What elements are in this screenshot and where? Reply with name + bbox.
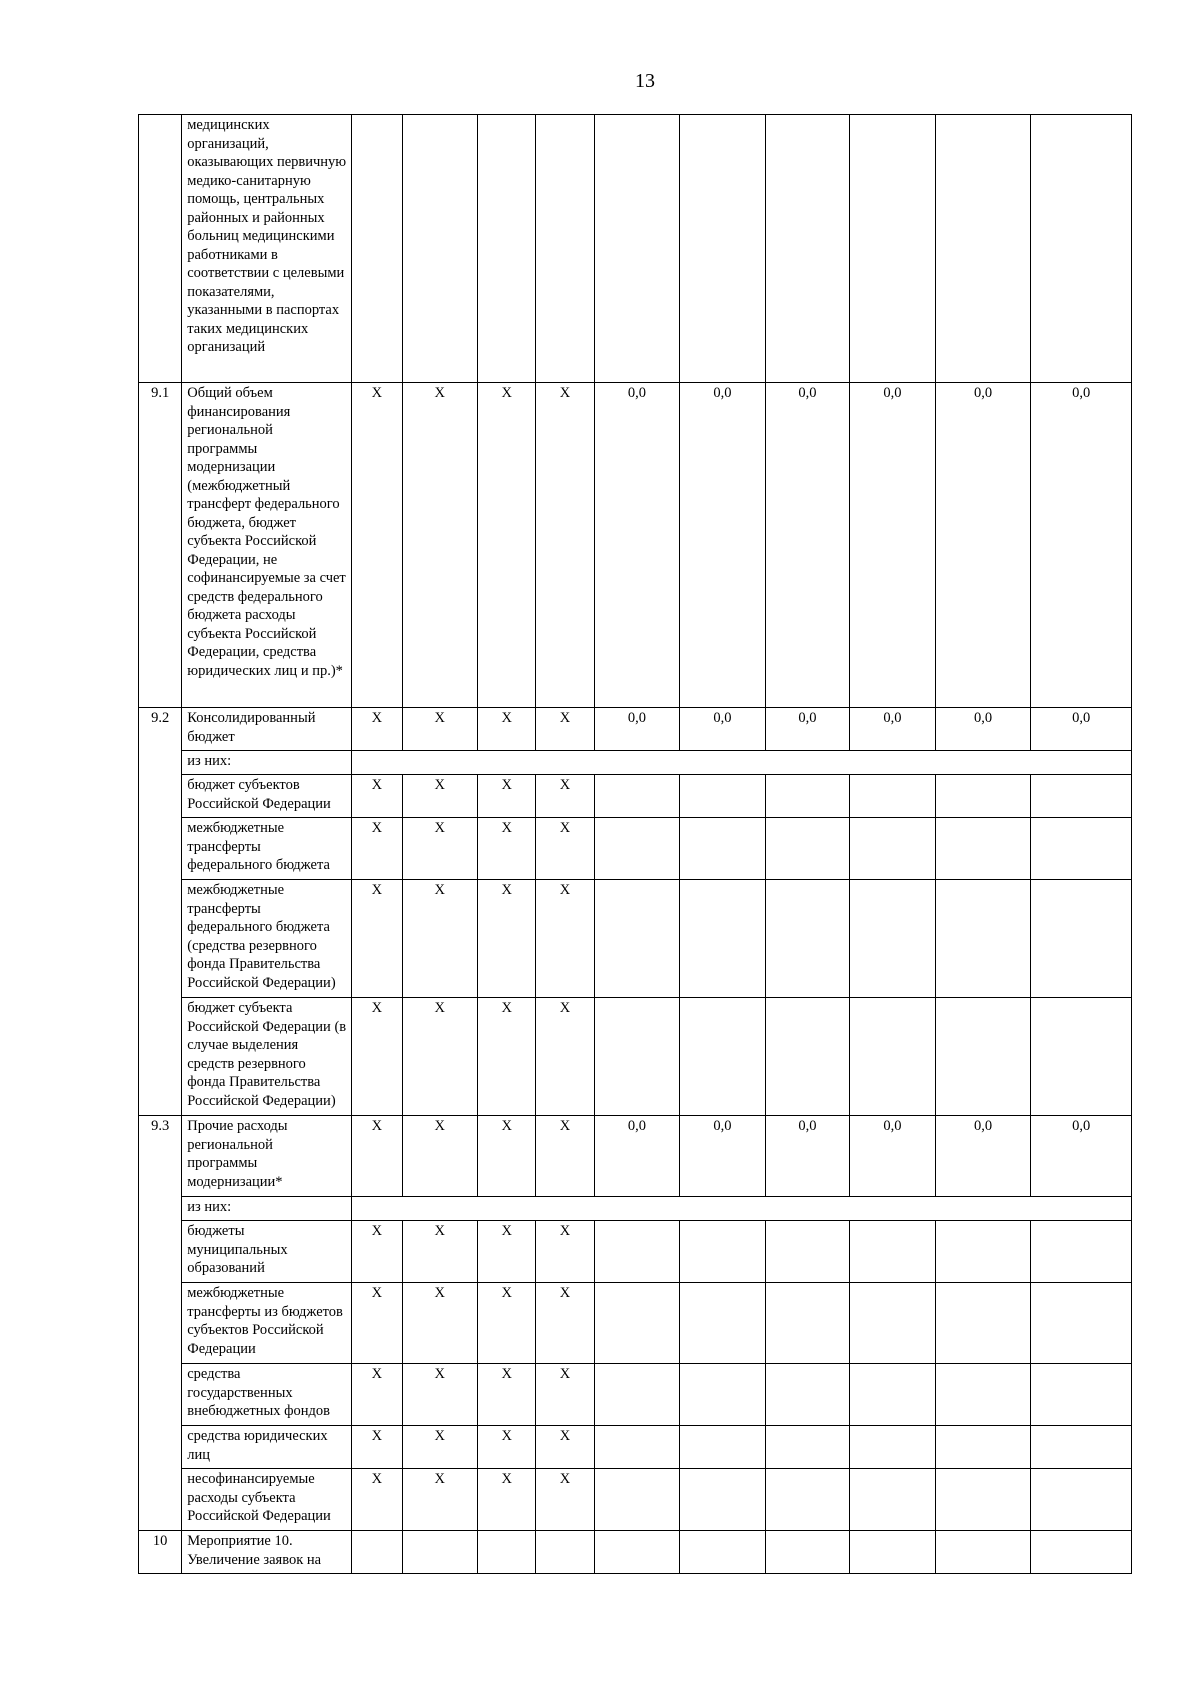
value-cell bbox=[850, 775, 936, 818]
value-cell bbox=[680, 115, 766, 383]
value-cell bbox=[680, 775, 766, 818]
mark-cell: Х bbox=[352, 1221, 402, 1283]
value-cell bbox=[765, 1531, 850, 1574]
table-row bbox=[139, 880, 1132, 998]
mark-cell: Х bbox=[402, 1116, 477, 1197]
row-number: 9.2 bbox=[139, 708, 182, 751]
mark-cell: Х bbox=[536, 1364, 594, 1426]
row-name: бюджет субъекта Российской Федерации (в случае выделения средств резервного фонда Правительства Российской Федерации) bbox=[182, 998, 352, 1116]
value-cell bbox=[765, 115, 850, 383]
mark-cell: Х bbox=[402, 1364, 477, 1426]
value-cell bbox=[765, 1426, 850, 1469]
value-cell bbox=[935, 1469, 1031, 1531]
mark-cell bbox=[352, 1531, 402, 1574]
mark-cell: Х bbox=[478, 880, 536, 998]
value-cell bbox=[765, 1283, 850, 1364]
mark-cell bbox=[402, 115, 477, 383]
value-cell bbox=[680, 1283, 766, 1364]
mark-cell bbox=[478, 1531, 536, 1574]
row-number bbox=[139, 1364, 182, 1426]
mark-cell: Х bbox=[402, 708, 477, 751]
value-cell bbox=[594, 1221, 680, 1283]
row-name: Консолидированный бюджет bbox=[182, 708, 352, 751]
table-row bbox=[139, 708, 1132, 751]
table-row bbox=[139, 775, 1132, 818]
mark-cell: Х bbox=[478, 383, 536, 708]
row-number bbox=[139, 1426, 182, 1469]
mark-cell: Х bbox=[478, 708, 536, 751]
value-cell: 0,0 bbox=[1031, 708, 1132, 751]
mark-cell: Х bbox=[402, 818, 477, 880]
row-number bbox=[139, 1221, 182, 1283]
value-cell bbox=[850, 818, 936, 880]
row-number: 10 bbox=[139, 1531, 182, 1574]
mark-cell: Х bbox=[352, 1116, 402, 1197]
row-name: медицинских организаций, оказывающих первичную медико-санитарную помощь, центральных районных и районных больниц медицинскими работниками в соответствии с целевыми показателями, указанными в паспортах таких медицинских организаций bbox=[182, 115, 352, 383]
value-cell: 0,0 bbox=[1031, 1116, 1132, 1197]
mark-cell bbox=[478, 115, 536, 383]
table-row bbox=[139, 383, 1132, 708]
value-cell: 0,0 bbox=[935, 708, 1031, 751]
table-row bbox=[139, 818, 1132, 880]
row-name: средства государственных внебюджетных фондов bbox=[182, 1364, 352, 1426]
value-cell bbox=[594, 115, 680, 383]
mark-cell: Х bbox=[352, 383, 402, 708]
value-cell bbox=[1031, 115, 1132, 383]
row-number bbox=[139, 1469, 182, 1531]
subheader-span-cell bbox=[352, 1197, 1132, 1221]
mark-cell: Х bbox=[478, 1283, 536, 1364]
value-cell: 0,0 bbox=[594, 1116, 680, 1197]
mark-cell: Х bbox=[478, 775, 536, 818]
value-cell bbox=[935, 1283, 1031, 1364]
value-cell bbox=[594, 1531, 680, 1574]
value-cell bbox=[850, 1221, 936, 1283]
row-number bbox=[139, 880, 182, 998]
mark-cell: Х bbox=[478, 818, 536, 880]
value-cell bbox=[850, 1531, 936, 1574]
value-cell: 0,0 bbox=[935, 1116, 1031, 1197]
mark-cell: Х bbox=[402, 998, 477, 1116]
value-cell bbox=[680, 998, 766, 1116]
subheader-span-cell bbox=[352, 751, 1132, 775]
value-cell: 0,0 bbox=[850, 708, 936, 751]
mark-cell: Х bbox=[402, 880, 477, 998]
row-name: Прочие расходы региональной программы модернизации* bbox=[182, 1116, 352, 1197]
mark-cell: Х bbox=[352, 708, 402, 751]
table-row bbox=[139, 1426, 1132, 1469]
value-cell bbox=[850, 880, 936, 998]
value-cell bbox=[594, 880, 680, 998]
mark-cell: Х bbox=[352, 1469, 402, 1531]
mark-cell: Х bbox=[478, 1426, 536, 1469]
row-name: бюджеты муниципальных образований bbox=[182, 1221, 352, 1283]
value-cell bbox=[935, 115, 1031, 383]
mark-cell: Х bbox=[536, 998, 594, 1116]
value-cell bbox=[765, 880, 850, 998]
value-cell bbox=[680, 818, 766, 880]
value-cell: 0,0 bbox=[765, 708, 850, 751]
value-cell bbox=[1031, 1283, 1132, 1364]
value-cell bbox=[850, 998, 936, 1116]
row-name: из них: bbox=[182, 1197, 352, 1221]
value-cell bbox=[594, 775, 680, 818]
row-number bbox=[139, 751, 182, 775]
row-number bbox=[139, 818, 182, 880]
mark-cell: Х bbox=[402, 1221, 477, 1283]
row-number bbox=[139, 775, 182, 818]
mark-cell: Х bbox=[536, 775, 594, 818]
value-cell bbox=[935, 1221, 1031, 1283]
value-cell bbox=[935, 880, 1031, 998]
mark-cell: Х bbox=[536, 818, 594, 880]
value-cell bbox=[850, 1283, 936, 1364]
value-cell bbox=[680, 1426, 766, 1469]
mark-cell: Х bbox=[402, 383, 477, 708]
value-cell bbox=[850, 115, 936, 383]
value-cell: 0,0 bbox=[594, 383, 680, 708]
mark-cell bbox=[536, 115, 594, 383]
value-cell bbox=[594, 1364, 680, 1426]
row-name: Мероприятие 10. Увеличение заявок на bbox=[182, 1531, 352, 1574]
value-cell bbox=[850, 1469, 936, 1531]
table-row bbox=[139, 998, 1132, 1116]
value-cell bbox=[1031, 1364, 1132, 1426]
row-number bbox=[139, 1283, 182, 1364]
value-cell bbox=[935, 998, 1031, 1116]
table-row bbox=[139, 1116, 1132, 1197]
table-row bbox=[139, 1221, 1132, 1283]
mark-cell: Х bbox=[536, 1469, 594, 1531]
value-cell: 0,0 bbox=[680, 383, 766, 708]
value-cell bbox=[1031, 1221, 1132, 1283]
value-cell bbox=[680, 1364, 766, 1426]
row-number: 9.3 bbox=[139, 1116, 182, 1197]
mark-cell: Х bbox=[402, 1469, 477, 1531]
value-cell bbox=[1031, 818, 1132, 880]
table-row bbox=[139, 1531, 1132, 1574]
table-row bbox=[139, 1197, 1132, 1221]
row-name: несофинансируемые расходы субъекта Российской Федерации bbox=[182, 1469, 352, 1531]
mark-cell: Х bbox=[402, 1426, 477, 1469]
value-cell: 0,0 bbox=[594, 708, 680, 751]
mark-cell: Х bbox=[352, 775, 402, 818]
value-cell: 0,0 bbox=[850, 1116, 936, 1197]
mark-cell: Х bbox=[478, 1116, 536, 1197]
value-cell bbox=[765, 998, 850, 1116]
row-number: 9.1 bbox=[139, 383, 182, 708]
mark-cell: Х bbox=[352, 998, 402, 1116]
value-cell: 0,0 bbox=[1031, 383, 1132, 708]
row-number bbox=[139, 1197, 182, 1221]
row-number bbox=[139, 998, 182, 1116]
value-cell bbox=[935, 775, 1031, 818]
value-cell: 0,0 bbox=[765, 383, 850, 708]
page-number: 13 bbox=[635, 70, 655, 92]
value-cell bbox=[1031, 880, 1132, 998]
row-name: межбюджетные трансферты из бюджетов субъектов Российской Федерации bbox=[182, 1283, 352, 1364]
table-row bbox=[139, 751, 1132, 775]
value-cell bbox=[935, 1531, 1031, 1574]
value-cell bbox=[1031, 1531, 1132, 1574]
value-cell bbox=[935, 1426, 1031, 1469]
mark-cell bbox=[536, 1531, 594, 1574]
value-cell bbox=[765, 1221, 850, 1283]
value-cell bbox=[850, 1364, 936, 1426]
mark-cell: Х bbox=[478, 998, 536, 1116]
table-row bbox=[139, 1283, 1132, 1364]
value-cell: 0,0 bbox=[765, 1116, 850, 1197]
value-cell: 0,0 bbox=[680, 708, 766, 751]
value-cell bbox=[594, 1426, 680, 1469]
table-row bbox=[139, 115, 1132, 383]
value-cell bbox=[594, 1469, 680, 1531]
value-cell: 0,0 bbox=[680, 1116, 766, 1197]
mark-cell bbox=[352, 115, 402, 383]
value-cell bbox=[680, 1531, 766, 1574]
value-cell bbox=[594, 818, 680, 880]
mark-cell: Х bbox=[352, 880, 402, 998]
value-cell bbox=[1031, 775, 1132, 818]
value-cell bbox=[765, 1364, 850, 1426]
table-row bbox=[139, 1364, 1132, 1426]
mark-cell: Х bbox=[536, 1426, 594, 1469]
row-name: из них: bbox=[182, 751, 352, 775]
value-cell bbox=[680, 1221, 766, 1283]
value-cell: 0,0 bbox=[935, 383, 1031, 708]
value-cell bbox=[935, 1364, 1031, 1426]
value-cell bbox=[680, 880, 766, 998]
value-cell bbox=[594, 998, 680, 1116]
mark-cell: Х bbox=[352, 818, 402, 880]
value-cell bbox=[765, 775, 850, 818]
value-cell bbox=[680, 1469, 766, 1531]
row-name: Общий объем финансирования региональной программы модернизации (межбюджетный трансферт федерального бюджета, бюджет субъекта Российской Федерации, не софинансируемые за счет средств федерального бюджета расходы субъекта Российской Федерации, средства юридических лиц и пр.)* bbox=[182, 383, 352, 708]
mark-cell: Х bbox=[402, 1283, 477, 1364]
row-name: бюджет субъектов Российской Федерации bbox=[182, 775, 352, 818]
mark-cell: Х bbox=[536, 880, 594, 998]
table-row bbox=[139, 1469, 1132, 1531]
mark-cell: Х bbox=[478, 1469, 536, 1531]
mark-cell: Х bbox=[536, 708, 594, 751]
mark-cell: Х bbox=[536, 1116, 594, 1197]
mark-cell: Х bbox=[536, 383, 594, 708]
mark-cell: Х bbox=[402, 775, 477, 818]
row-name: межбюджетные трансферты федерального бюджета (средства резервного фонда Правительства Российской Федерации) bbox=[182, 880, 352, 998]
value-cell bbox=[850, 1426, 936, 1469]
mark-cell: Х bbox=[352, 1426, 402, 1469]
value-cell bbox=[1031, 1469, 1132, 1531]
financing-table bbox=[138, 114, 1132, 1574]
value-cell bbox=[1031, 1426, 1132, 1469]
mark-cell bbox=[402, 1531, 477, 1574]
value-cell: 0,0 bbox=[850, 383, 936, 708]
mark-cell: Х bbox=[478, 1364, 536, 1426]
mark-cell: Х bbox=[478, 1221, 536, 1283]
value-cell bbox=[1031, 998, 1132, 1116]
value-cell bbox=[935, 818, 1031, 880]
row-name: средства юридических лиц bbox=[182, 1426, 352, 1469]
mark-cell: Х bbox=[536, 1283, 594, 1364]
mark-cell: Х bbox=[352, 1283, 402, 1364]
value-cell bbox=[594, 1283, 680, 1364]
mark-cell: Х bbox=[352, 1364, 402, 1426]
row-name: межбюджетные трансферты федерального бюджета bbox=[182, 818, 352, 880]
value-cell bbox=[765, 1469, 850, 1531]
mark-cell: Х bbox=[536, 1221, 594, 1283]
value-cell bbox=[765, 818, 850, 880]
row-number bbox=[139, 115, 182, 383]
